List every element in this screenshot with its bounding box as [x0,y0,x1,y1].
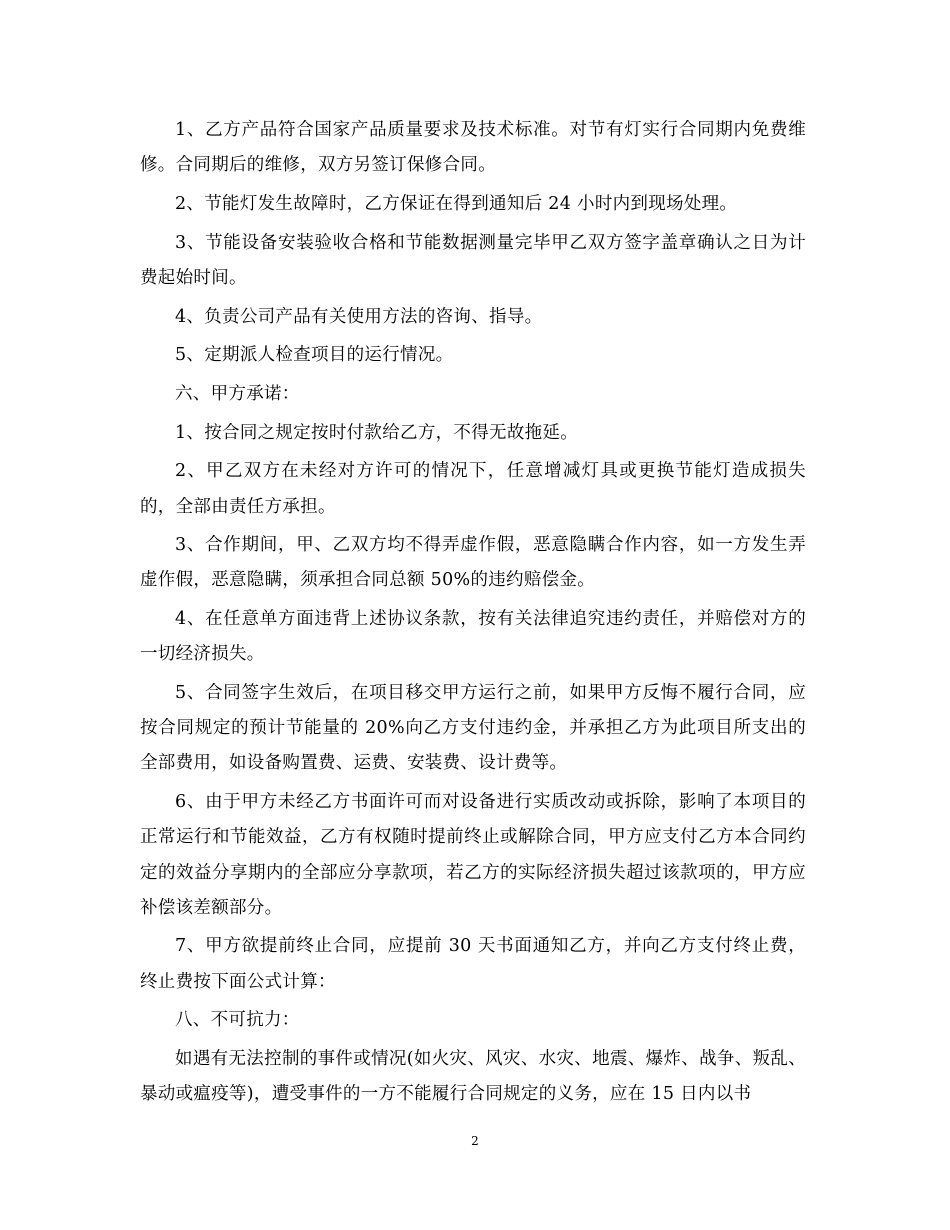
paragraph-fraud-penalty: 3、合作期间，甲、乙双方均不得弄虚作假，恶意隐瞒合作内容，如一方发生弄虚作假，恶意隐瞒，须承担合同总额 50%的违约赔偿金。 [140,535,806,591]
paragraph-warranty: 1、乙方产品符合国家产品质量要求及技术标准。对节有灯实行合同期内免费维修。合同期后的维修，双方另签订保修合同。 [140,120,806,176]
paragraph-fault-response: 2、节能灯发生故障时，乙方保证在得到通知后 24 小时内到现场处理。 [175,193,738,214]
document-body [140,113,806,1116]
paragraph-breach-liability: 4、在任意单方面违背上述协议条款，按有关法律追究违约责任，并赔偿对方的一切经济损失。 [140,609,806,665]
paragraph-consulting: 4、负责公司产品有关使用方法的咨询、指导。 [175,306,543,327]
paragraph-payment: 1、按合同之规定按时付款给乙方，不得无故拖延。 [175,422,579,443]
paragraph-force-majeure: 如遇有无法控制的事件或情况(如火灾、风灾、水灾、地震、爆炸、战争、叛乱、暴动或瘟疫等)，遭受事件的一方不能履行合同规定的义务，应在 15 日内以书 [140,1049,806,1105]
paragraph-inspection: 5、定期派人检查项目的运行情况。 [175,345,454,366]
section-heading-party-a-commitments: 六、甲方承诺： [175,383,300,404]
paragraph-early-termination: 7、甲方欲提前终止合同，应提前 30 天书面通知乙方，并向乙方支付终止费，终止费按下面公式计算： [140,936,806,992]
paragraph-billing-start: 3、节能设备安装验收合格和节能数据测量完毕甲乙双方签字盖章确认之日为计费起始时间。 [140,232,806,288]
paragraph-modification-termination: 6、由于甲方未经乙方书面许可而对设备进行实质改动或拆除，影响了本项目的正常运行和节能效益，乙方有权随时提前终止或解除合同，甲方应支付乙方本合同约定的效益分享期内的全部应分享款项，若乙方的实际经济损失超过该款项的，甲方应补偿该差额部分。 [140,792,806,918]
page-number: 2 [471,1134,479,1148]
paragraph-unauthorized-changes: 2、甲乙双方在未经对方许可的情况下，任意增减灯具或更换节能灯造成损失的，全部由责任方承担。 [140,461,806,517]
section-heading-force-majeure: 八、不可抗力： [175,1010,300,1031]
paragraph-repudiation: 5、合同签字生效后，在项目移交甲方运行之前，如果甲方反悔不履行合同，应按合同规定的预计节能量的 20%向乙方支付违约金，并承担乙方为此项目所支出的全部费用，如设备购置费、运费、安装费、设计费等。 [140,683,806,774]
